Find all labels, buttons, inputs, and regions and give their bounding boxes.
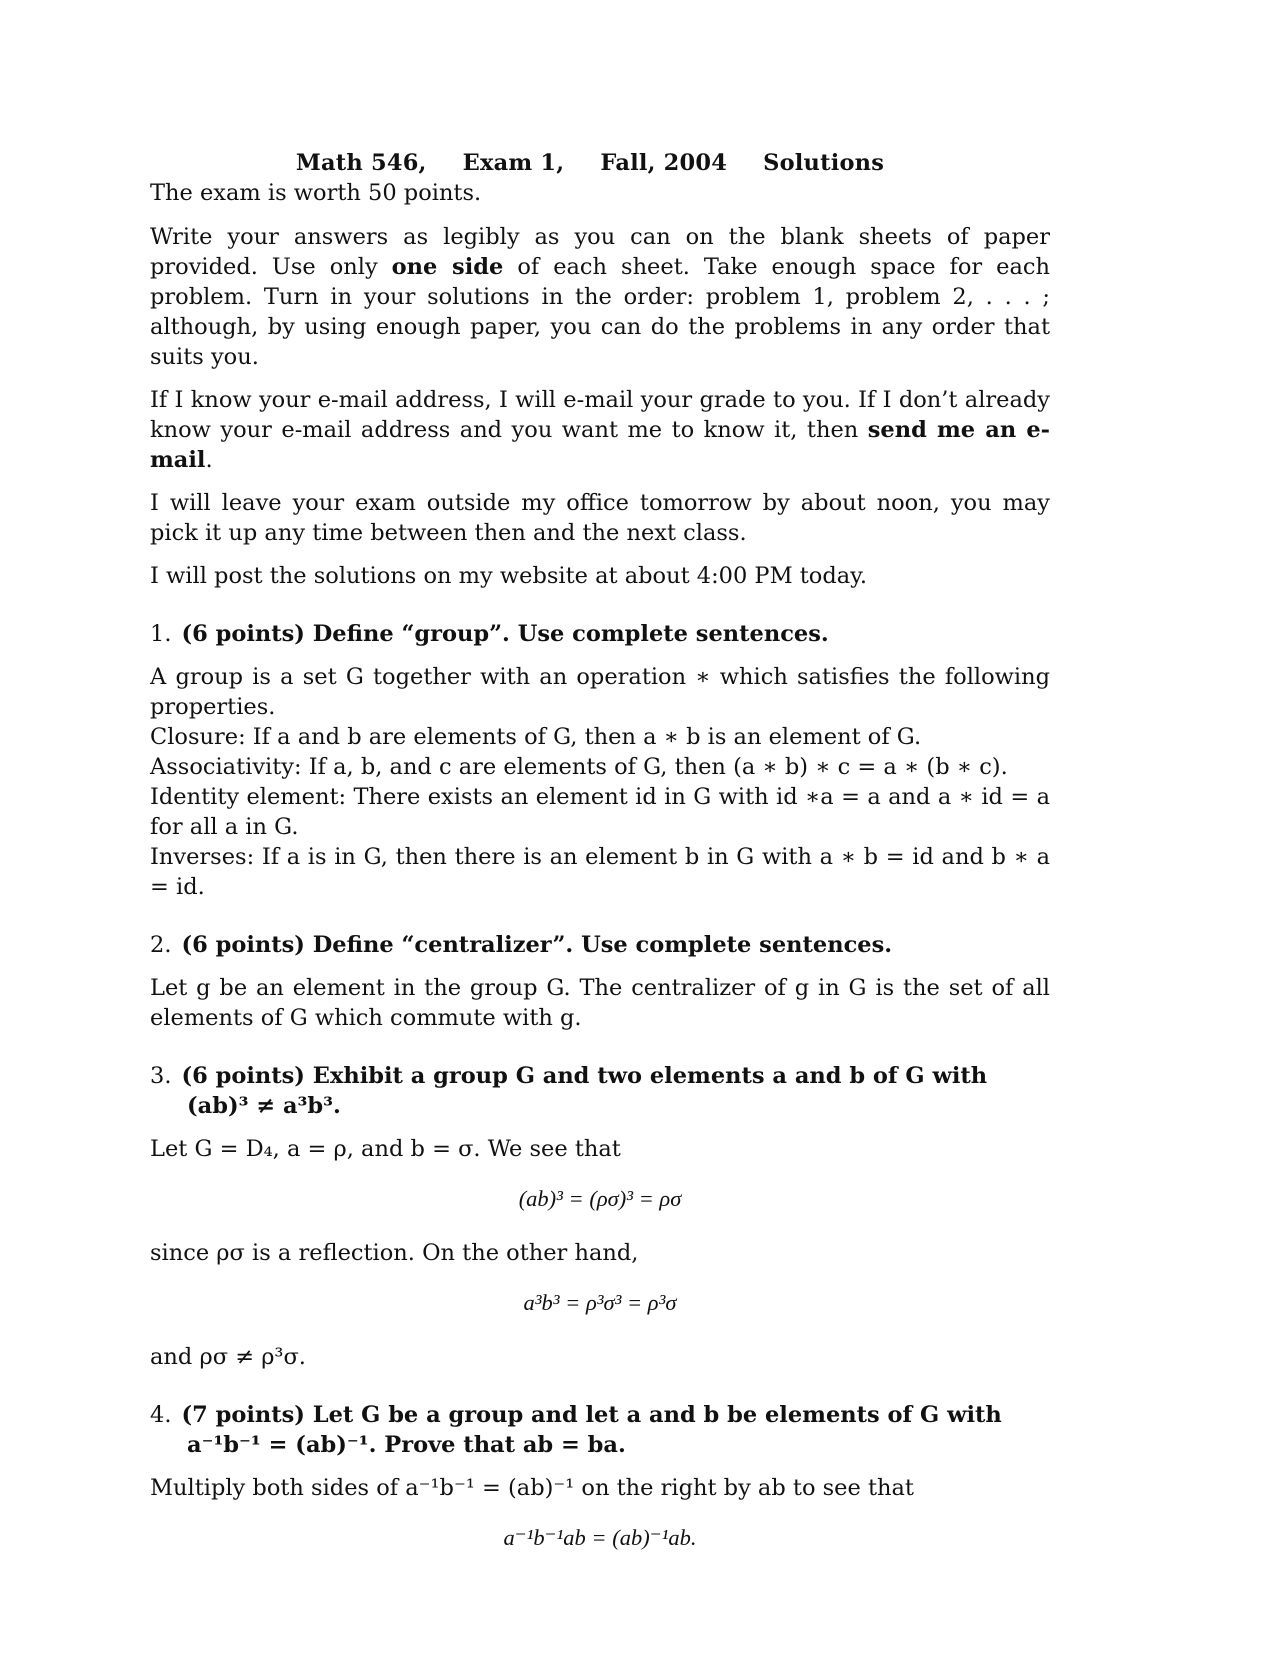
exam-worth: The exam is worth 50 points. xyxy=(150,180,482,206)
problem-1-prompt xyxy=(150,619,1050,649)
problem-3-reason: since ρσ is a reflection. On the other hand, xyxy=(150,1240,639,1266)
pickup-paragraph: I will leave your exam outside my office tomorrow by about noon, you may pick it up any time between then and the next class. xyxy=(150,490,1050,546)
problem-3-conclusion: and ρσ ≠ ρ³σ. xyxy=(150,1344,306,1370)
page-title xyxy=(130,148,1050,178)
exam-label: Exam 1, xyxy=(462,150,565,176)
problem-2-prompt xyxy=(150,930,1050,960)
problem-3-setup: Let G = D₄, a = ρ, and b = σ. We see that xyxy=(150,1136,621,1162)
problem-1-text: (6 points) Define “group”. Use complete sentences. xyxy=(181,621,829,647)
term-label: Fall, 2004 xyxy=(600,150,728,176)
problem-2-text: (6 points) Define “centralizer”. Use complete sentences. xyxy=(181,932,893,958)
email-bold: send me an e-mail xyxy=(150,417,1050,473)
problem-3-text: (6 points) Exhibit a group G and two elements a and b of G with (ab)³ ≠ a³b³. xyxy=(181,1063,988,1119)
problem-2-answer: Let g be an element in the group G. The centralizer of g in G is the set of all elements of G which commute with g. xyxy=(150,975,1050,1031)
problem-3-prompt xyxy=(150,1061,1050,1121)
problem-4-number: 4. xyxy=(150,1402,172,1428)
instructions-text-1: Write your answers as legibly as you can on the blank sheets of paper provided. Use only xyxy=(150,224,1050,280)
instructions-bold: one side xyxy=(391,254,504,280)
instructions-text-2: of each sheet. Take enough space for each problem. Turn in your solutions in the order: problem 1, problem 2, . . . ; although, by using enough paper, you can do the problems in any order that suits you. xyxy=(150,254,1050,370)
problem-3-equation-1: (ab)³ = (ρσ)³ = ρσ xyxy=(518,1186,682,1211)
problem-1-answer xyxy=(150,662,1050,902)
inverses-property: Inverses: If a is in G, then there is an element b in G with a ∗ b = id and b ∗ a = id. xyxy=(150,844,1050,900)
instructions-paragraph xyxy=(150,222,1050,372)
problem-3-equation-2: a³b³ = ρ³σ³ = ρ³σ xyxy=(523,1290,677,1315)
problem-4-step: Multiply both sides of a⁻¹b⁻¹ = (ab)⁻¹ on the right by ab to see that xyxy=(150,1475,914,1501)
group-definition-intro: A group is a set G together with an operation ∗ which satisfies the following properties. xyxy=(150,664,1050,720)
email-paragraph xyxy=(150,385,1050,475)
solutions-label: Solutions xyxy=(763,150,885,176)
exam-page xyxy=(150,148,1050,1577)
problem-3-number: 3. xyxy=(150,1063,172,1089)
problem-4-equation: a⁻¹b⁻¹ab = (ab)⁻¹ab. xyxy=(503,1525,697,1550)
course-label: Math 546, xyxy=(295,150,427,176)
problem-4-prompt xyxy=(150,1400,1050,1460)
problem-1-number: 1. xyxy=(150,621,172,647)
email-end: . xyxy=(205,447,213,473)
closure-property: Closure: If a and b are elements of G, then a ∗ b is an element of G. xyxy=(150,724,922,750)
problem-4-text: (7 points) Let G be a group and let a and b be elements of G with a⁻¹b⁻¹ = (ab)⁻¹. Prove that ab = ba. xyxy=(181,1402,1002,1458)
associativity-property: Associativity: If a, b, and c are elements of G, then (a ∗ b) ∗ c = a ∗ (b ∗ c). xyxy=(150,754,1008,780)
post-paragraph: I will post the solutions on my website at about 4:00 PM today. xyxy=(150,563,868,589)
problem-2-number: 2. xyxy=(150,932,172,958)
email-text: If I know your e-mail address, I will e-mail your grade to you. If I don’t already know your e-mail address and you want me to know it, then xyxy=(150,387,1050,443)
identity-property: Identity element: There exists an element id in G with id ∗a = a and a ∗ id = a for all a in G. xyxy=(150,784,1050,840)
